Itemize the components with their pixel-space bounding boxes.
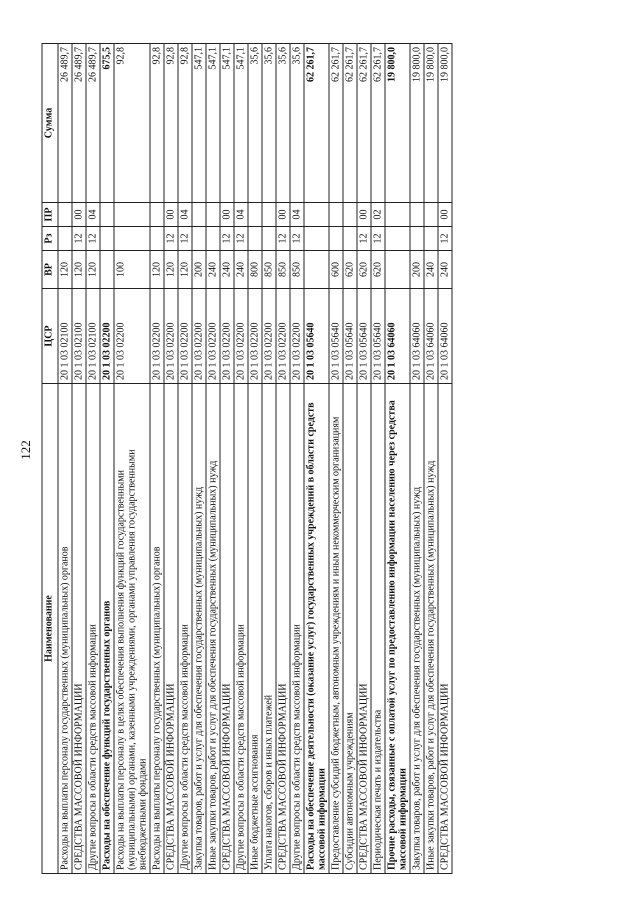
- cell-rz: 12: [164, 227, 178, 251]
- table-header-row: [42, 44, 58, 874]
- cell-vr: 240: [206, 251, 220, 289]
- cell-name: Уплата налогов, сборов и иных платежей: [262, 384, 276, 874]
- cell-name: СРЕДСТВА МАССОВОЙ ИНФОРМАЦИИ: [220, 384, 234, 874]
- cell-csr: 20 1 03 05640: [371, 289, 385, 384]
- cell-vr: 850: [290, 251, 304, 289]
- cell-pr: [262, 203, 276, 227]
- cell-rz: [329, 227, 343, 251]
- cell-name: Закупка товаров, работ и услуг для обеспечения государственных (муниципальных) нужд: [192, 384, 206, 874]
- cell-vr: 600: [329, 251, 343, 289]
- cell-name: СРЕДСТВА МАССОВОЙ ИНФОРМАЦИИ: [164, 384, 178, 874]
- cell-pr: [424, 203, 438, 227]
- cell-name: Другие вопросы в области средств массовой информации: [234, 384, 248, 874]
- cell-sum: 92,8: [114, 44, 150, 203]
- table-row: [164, 44, 178, 874]
- cell-csr: 20 1 03 02200: [178, 289, 192, 384]
- page-number: 122: [18, 440, 33, 460]
- col-header-csr: ЦСР: [42, 289, 58, 384]
- cell-pr: 00: [276, 203, 290, 227]
- cell-rz: [248, 227, 262, 251]
- cell-csr: 20 1 03 64060: [424, 289, 438, 384]
- cell-pr: 00: [438, 203, 452, 227]
- cell-pr: 00: [164, 203, 178, 227]
- cell-sum: 26 489,7: [86, 44, 100, 203]
- cell-sum: 26 489,7: [58, 44, 72, 203]
- cell-name: Другие вопросы в области средств массовой информации: [86, 384, 100, 874]
- table-row: [371, 44, 385, 874]
- cell-csr: 20 1 03 05640: [329, 289, 343, 384]
- table-row: [290, 44, 304, 874]
- cell-vr: 800: [248, 251, 262, 289]
- cell-sum: 35,6: [276, 44, 290, 203]
- table-row: [424, 44, 438, 874]
- cell-rz: [343, 227, 357, 251]
- cell-vr: 120: [86, 251, 100, 289]
- cell-name: Расходы на выплаты персоналу в целях обеспечения выполнения функций государственными (муниципальными) органами, казенными учреждениями, органами управления государственными внебюджетными фондами: [114, 384, 150, 874]
- table-row: [72, 44, 86, 874]
- cell-csr: 20 1 03 02200: [248, 289, 262, 384]
- col-header-name: Наименование: [42, 384, 58, 874]
- cell-rz: [192, 227, 206, 251]
- cell-name: СРЕДСТВА МАССОВОЙ ИНФОРМАЦИИ: [357, 384, 371, 874]
- cell-vr: 620: [357, 251, 371, 289]
- budget-table-frame: [42, 44, 599, 874]
- table-row: [343, 44, 357, 874]
- cell-vr: [385, 251, 410, 289]
- cell-sum: 92,8: [150, 44, 164, 203]
- table-row: [304, 44, 329, 874]
- cell-pr: [248, 203, 262, 227]
- cell-csr: 20 1 03 02200: [262, 289, 276, 384]
- cell-rz: 12: [234, 227, 248, 251]
- cell-csr: 20 1 03 02100: [72, 289, 86, 384]
- cell-name: СРЕДСТВА МАССОВОЙ ИНФОРМАЦИИ: [438, 384, 452, 874]
- cell-name: Расходы на обеспечение функций государственных органов: [100, 384, 114, 874]
- cell-csr: 20 1 03 02200: [192, 289, 206, 384]
- cell-rz: [385, 227, 410, 251]
- cell-sum: 19 800,0: [424, 44, 438, 203]
- cell-csr: 20 1 03 02200: [100, 289, 114, 384]
- cell-name: Закупка товаров, работ и услуг для обеспечения государственных (муниципальных) нужд: [410, 384, 424, 874]
- cell-pr: [150, 203, 164, 227]
- table-row: [262, 44, 276, 874]
- cell-rz: [424, 227, 438, 251]
- cell-vr: 120: [72, 251, 86, 289]
- cell-name: Периодическая печать и издательства: [371, 384, 385, 874]
- cell-rz: [150, 227, 164, 251]
- cell-pr: [385, 203, 410, 227]
- cell-vr: 240: [220, 251, 234, 289]
- cell-name: Другие вопросы в области средств массовой информации: [290, 384, 304, 874]
- cell-sum: 35,6: [290, 44, 304, 203]
- cell-csr: 20 1 03 02100: [58, 289, 72, 384]
- cell-csr: 20 1 03 64060: [385, 289, 410, 384]
- cell-csr: 20 1 03 02200: [234, 289, 248, 384]
- cell-rz: 12: [357, 227, 371, 251]
- cell-rz: [262, 227, 276, 251]
- cell-name: СРЕДСТВА МАССОВОЙ ИНФОРМАЦИИ: [72, 384, 86, 874]
- cell-sum: 92,8: [164, 44, 178, 203]
- cell-name: Другие вопросы в области средств массовой информации: [178, 384, 192, 874]
- table-row: [438, 44, 452, 874]
- cell-rz: [304, 227, 329, 251]
- table-row: [357, 44, 371, 874]
- table-row: [410, 44, 424, 874]
- cell-rz: 12: [371, 227, 385, 251]
- cell-vr: 620: [343, 251, 357, 289]
- cell-name: Прочие расходы, связанные с оплатой услуг по предоставлению информации населению через средства массовой информации: [385, 384, 410, 874]
- cell-name: СРЕДСТВА МАССОВОЙ ИНФОРМАЦИИ: [276, 384, 290, 874]
- cell-sum: 26 489,7: [72, 44, 86, 203]
- cell-vr: 200: [410, 251, 424, 289]
- cell-sum: 62 261,7: [357, 44, 371, 203]
- table-row: [114, 44, 150, 874]
- cell-pr: 00: [220, 203, 234, 227]
- cell-rz: 12: [276, 227, 290, 251]
- table-body: [58, 44, 452, 874]
- cell-rz: [114, 227, 150, 251]
- cell-vr: 120: [58, 251, 72, 289]
- cell-pr: 04: [290, 203, 304, 227]
- cell-rz: 12: [72, 227, 86, 251]
- table-row: [329, 44, 343, 874]
- cell-csr: 20 1 03 64060: [410, 289, 424, 384]
- cell-csr: 20 1 03 02200: [276, 289, 290, 384]
- cell-name: Расходы на обеспечение деятельности (оказание услуг) государственных учреждений в области средств массовой информации: [304, 384, 329, 874]
- table-row: [178, 44, 192, 874]
- cell-vr: 100: [114, 251, 150, 289]
- cell-sum: 19 800,0: [410, 44, 424, 203]
- cell-pr: 04: [234, 203, 248, 227]
- cell-sum: 547,1: [220, 44, 234, 203]
- cell-csr: 20 1 03 64060: [438, 289, 452, 384]
- cell-csr: 20 1 03 02100: [86, 289, 100, 384]
- col-header-vr: ВР: [42, 251, 58, 289]
- cell-sum: 547,1: [206, 44, 220, 203]
- table-row: [192, 44, 206, 874]
- cell-pr: [410, 203, 424, 227]
- cell-pr: [192, 203, 206, 227]
- cell-sum: 62 261,7: [343, 44, 357, 203]
- cell-sum: 35,6: [248, 44, 262, 203]
- cell-name: Иные закупки товаров, работ и услуг для обеспечения государственных (муниципальных) нужд: [424, 384, 438, 874]
- cell-pr: 04: [86, 203, 100, 227]
- table-row: [234, 44, 248, 874]
- table-row: [100, 44, 114, 874]
- cell-vr: 120: [150, 251, 164, 289]
- cell-vr: 240: [234, 251, 248, 289]
- table-row: [248, 44, 262, 874]
- table-row: [58, 44, 72, 874]
- cell-rz: 12: [220, 227, 234, 251]
- cell-csr: 20 1 03 05640: [304, 289, 329, 384]
- cell-vr: 120: [178, 251, 192, 289]
- cell-pr: [329, 203, 343, 227]
- budget-table: [42, 43, 453, 874]
- cell-vr: 620: [371, 251, 385, 289]
- cell-name: Расходы на выплаты персоналу государственных (муниципальных) органов: [150, 384, 164, 874]
- cell-pr: 00: [72, 203, 86, 227]
- cell-csr: 20 1 03 02200: [150, 289, 164, 384]
- cell-name: Расходы на выплаты персоналу государственных (муниципальных) органов: [58, 384, 72, 874]
- cell-pr: [343, 203, 357, 227]
- table-row: [206, 44, 220, 874]
- cell-rz: [100, 227, 114, 251]
- cell-name: Иные закупки товаров, работ и услуг для обеспечения государственных (муниципальных) нужд: [206, 384, 220, 874]
- cell-rz: 12: [178, 227, 192, 251]
- cell-vr: [304, 251, 329, 289]
- cell-sum: 547,1: [192, 44, 206, 203]
- cell-pr: [206, 203, 220, 227]
- cell-vr: 850: [276, 251, 290, 289]
- cell-rz: [206, 227, 220, 251]
- cell-rz: 12: [438, 227, 452, 251]
- cell-csr: 20 1 03 02200: [206, 289, 220, 384]
- cell-sum: 92,8: [178, 44, 192, 203]
- cell-sum: 19 800,0: [438, 44, 452, 203]
- table-row: [276, 44, 290, 874]
- cell-name: Субсидии автономным учреждениям: [343, 384, 357, 874]
- cell-pr: [100, 203, 114, 227]
- cell-pr: 02: [371, 203, 385, 227]
- cell-pr: [304, 203, 329, 227]
- cell-sum: 62 261,7: [371, 44, 385, 203]
- cell-vr: 200: [192, 251, 206, 289]
- cell-name: Иные бюджетные ассигнования: [248, 384, 262, 874]
- table-row: [86, 44, 100, 874]
- cell-csr: 20 1 03 02200: [290, 289, 304, 384]
- cell-csr: 20 1 03 02200: [220, 289, 234, 384]
- cell-rz: 12: [290, 227, 304, 251]
- cell-sum: 675,5: [100, 44, 114, 203]
- cell-vr: 240: [424, 251, 438, 289]
- cell-sum: 35,6: [262, 44, 276, 203]
- table-row: [220, 44, 234, 874]
- cell-vr: 120: [164, 251, 178, 289]
- cell-csr: 20 1 03 05640: [343, 289, 357, 384]
- cell-rz: [410, 227, 424, 251]
- cell-sum: 547,1: [234, 44, 248, 203]
- cell-pr: 04: [178, 203, 192, 227]
- cell-sum: 19 800,0: [385, 44, 410, 203]
- cell-sum: 62 261,7: [304, 44, 329, 203]
- cell-rz: 12: [86, 227, 100, 251]
- cell-csr: 20 1 03 05640: [357, 289, 371, 384]
- table-row: [385, 44, 410, 874]
- cell-pr: 00: [357, 203, 371, 227]
- cell-csr: 20 1 03 02200: [114, 289, 150, 384]
- cell-csr: 20 1 03 02200: [164, 289, 178, 384]
- cell-rz: [58, 227, 72, 251]
- table-row: [150, 44, 164, 874]
- cell-vr: 850: [262, 251, 276, 289]
- cell-vr: 240: [438, 251, 452, 289]
- col-header-pr: ПР: [42, 203, 58, 227]
- col-header-sum: Сумма: [42, 44, 58, 203]
- cell-pr: [114, 203, 150, 227]
- cell-sum: 62 261,7: [329, 44, 343, 203]
- cell-pr: [58, 203, 72, 227]
- cell-name: Предоставление субсидий бюджетным, автономным учреждениям и иным некоммерческим организациям: [329, 384, 343, 874]
- cell-vr: [100, 251, 114, 289]
- col-header-rz: Рз: [42, 227, 58, 251]
